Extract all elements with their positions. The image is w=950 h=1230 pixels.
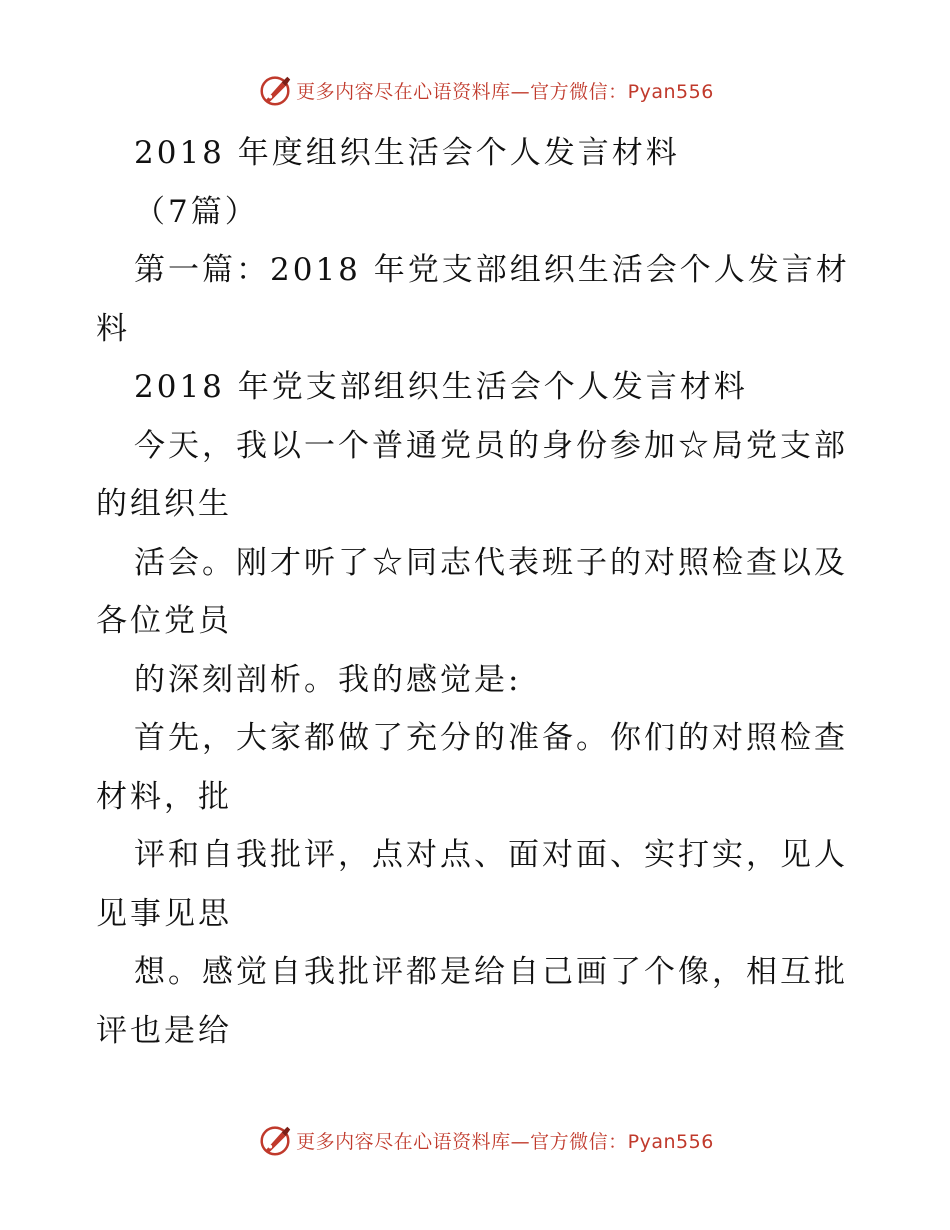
doc-line: 的组织生 xyxy=(96,486,232,522)
doc-line: 2018 年度组织生活会个人发言材料 xyxy=(134,135,680,171)
header-banner-text: 更多内容尽在心语资料库—官方微信：Pyan556 xyxy=(296,80,714,103)
doc-line: 想。感觉自我批评都是给自己画了个像，相互批 xyxy=(134,954,848,990)
doc-line: 今天，我以一个普通党员的身份参加☆局党支部 xyxy=(134,427,848,464)
doc-line: 第一篇：2018 年党支部组织生活会个人发言材 xyxy=(134,252,850,288)
pen-logo-icon xyxy=(256,71,294,109)
doc-line: 评也是给 xyxy=(96,1012,232,1049)
doc-line: 材料，批 xyxy=(96,778,232,815)
footer-banner xyxy=(0,1120,950,1160)
footer-banner-inner xyxy=(256,1121,714,1159)
header-banner-inner xyxy=(256,71,714,109)
pen-logo-icon xyxy=(256,1121,294,1159)
doc-line: 的深刻剖析。我的感觉是: xyxy=(134,661,522,698)
doc-line: 料 xyxy=(96,310,130,347)
doc-line: 活会。刚才听了☆同志代表班子的对照检查以及 xyxy=(134,544,848,581)
header-banner xyxy=(0,70,950,110)
doc-line: 各位党员 xyxy=(96,603,232,639)
doc-line: 2018 年党支部组织生活会个人发言材料 xyxy=(134,369,748,405)
document-body xyxy=(96,124,856,1060)
doc-line: （7篇） xyxy=(134,193,259,230)
doc-line: 评和自我批评，点对点、面对面、实打实，见人 xyxy=(134,837,848,873)
footer-banner-text: 更多内容尽在心语资料库—官方微信：Pyan556 xyxy=(296,1130,714,1153)
doc-line: 见事见思 xyxy=(96,895,232,932)
doc-line: 首先，大家都做了充分的准备。你们的对照检查 xyxy=(134,720,848,756)
